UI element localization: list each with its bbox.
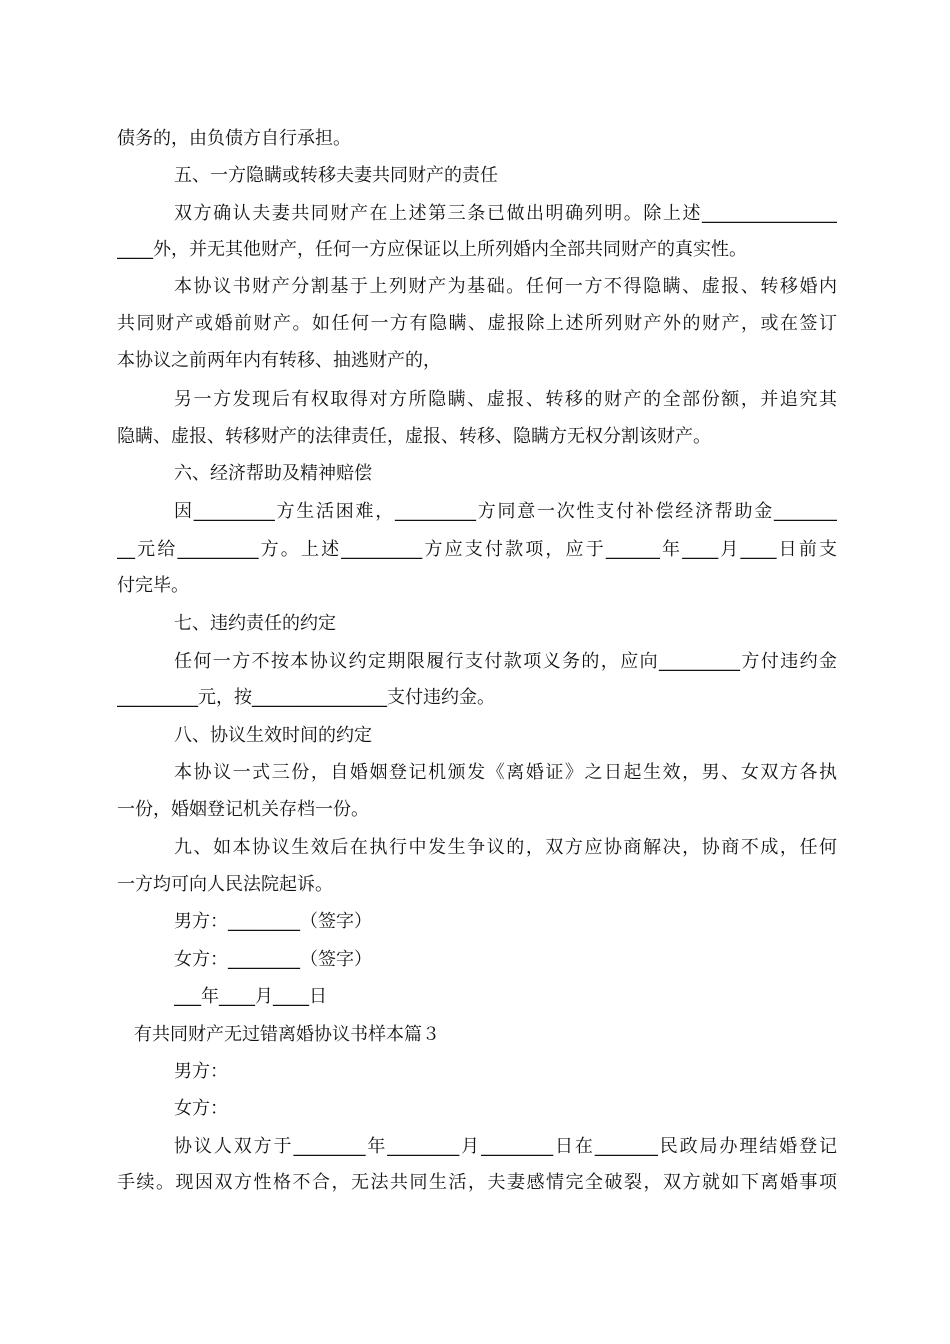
document-section-title: 有共同财产无过错离婚协议书样本篇３ <box>134 1024 440 1045</box>
paragraph-line: 因_________方生活困难，_________方同意一次性支付补偿经济帮助金_______ <box>174 501 837 522</box>
paragraph-line: 付完毕。 <box>117 575 189 596</box>
section-heading: 八、协议生效时间的约定 <box>174 725 372 746</box>
party-male-line: 男方： <box>174 1061 228 1082</box>
section-heading: 五、一方隐瞒或转移夫妻共同财产的责任 <box>174 165 498 186</box>
paragraph-line: 本协议一式三份，自婚姻登记机颁发《离婚证》之日起生效，男、女双方各执 <box>174 762 837 783</box>
paragraph-line: _________元，按_______________支付违约金。 <box>117 687 495 708</box>
date-line: ___年____月____日 <box>174 986 327 1007</box>
signature-line-male: 男方：________（签字） <box>174 911 372 932</box>
paragraph-line: 任何一方不按本协议约定期限履行支付款项义务的，应向_________方付违约金 <box>174 651 837 672</box>
paragraph-line: 共同财产或婚前财产。如任何一方有隐瞒、虚报除上述所列财产外的财产，或在签订 <box>117 313 837 334</box>
paragraph-line: __元给_________方。上述_________方应支付款项，应于______年____月____日前支 <box>117 539 837 560</box>
paragraph-line: 隐瞒、虚报、转移财产的法律责任，虚报、转移、隐瞒方无权分割该财产。 <box>117 426 711 447</box>
paragraph-line: 协议人双方于________年________月________日在_______民政局办理结婚登记 <box>174 1136 837 1157</box>
paragraph-line: 手续。现因双方性格不合，无法共同生活，夫妻感情完全破裂，双方就如下离婚事项 <box>117 1172 837 1193</box>
section-heading: 七、违约责任的约定 <box>174 613 336 634</box>
paragraph-line: 一份，婚姻登记机关存档一份。 <box>117 799 369 820</box>
paragraph-line: 九、如本协议生效后在执行中发生争议的，双方应协商解决，协商不成，任何 <box>174 837 837 858</box>
paragraph-line: 双方确认夫妻共同财产在上述第三条已做出明确列明。除上述_______________ <box>174 203 837 224</box>
paragraph-line: 本协议之前两年内有转移、抽逃财产的， <box>117 350 441 371</box>
paragraph-line: 债务的，由负债方自行承担。 <box>117 128 351 149</box>
section-heading: 六、经济帮助及精神赔偿 <box>174 463 372 484</box>
paragraph-line: 一方均可向人民法院起诉。 <box>117 874 333 895</box>
party-female-line: 女方： <box>174 1098 228 1119</box>
signature-line-female: 女方：________（签字） <box>174 949 372 970</box>
paragraph-line: ____外，并无其他财产，任何一方应保证以上所列婚内全部共同财产的真实性。 <box>117 239 747 260</box>
paragraph-line: 另一方发现后有权取得对方所隐瞒、虚报、转移的财产的全部份额，并追究其 <box>174 389 837 410</box>
paragraph-line: 本协议书财产分割基于上列财产为基础。任何一方不得隐瞒、虚报、转移婚内 <box>174 276 837 297</box>
